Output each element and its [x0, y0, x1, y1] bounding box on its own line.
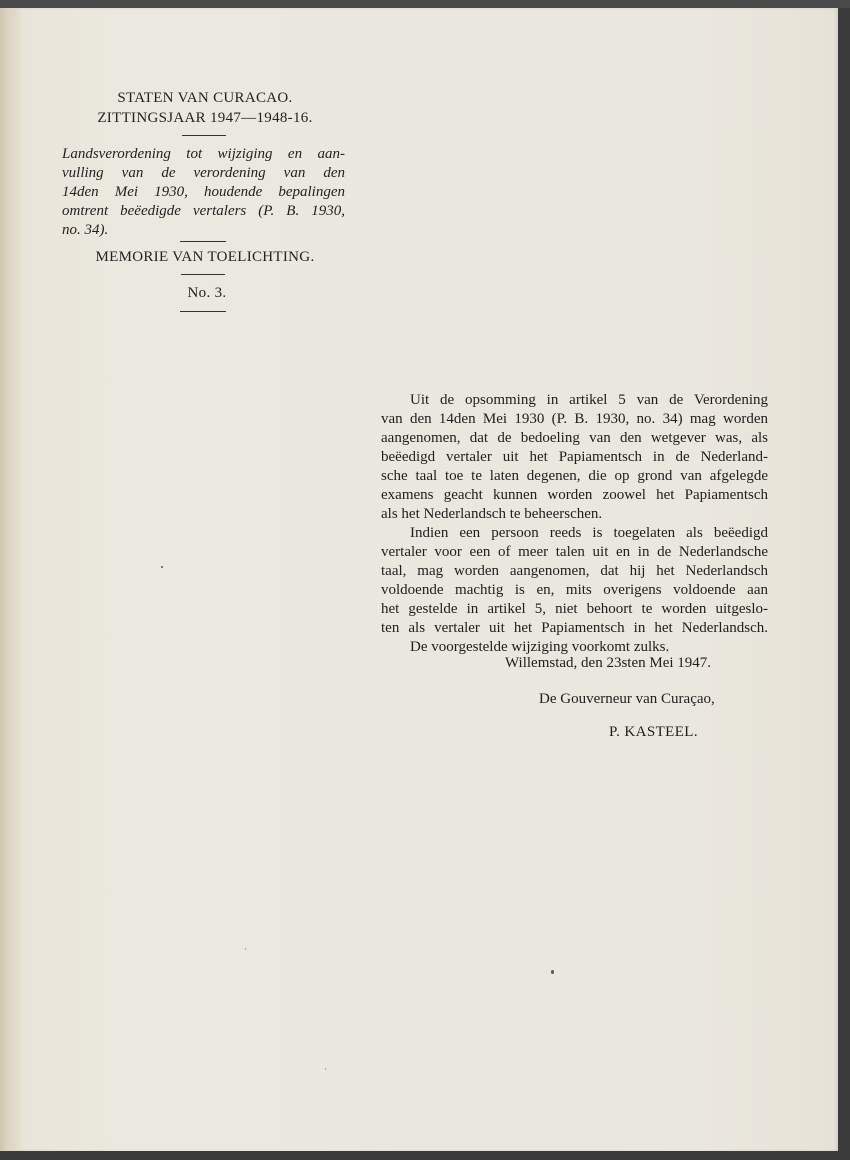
scan-speck: [161, 566, 163, 568]
body-line: het gestelde in artikel 5, niet behoort te worden uitgeslo-: [381, 601, 768, 617]
rule-4: [180, 311, 226, 312]
signatory-title: De Gouverneur van Curaçao,: [539, 691, 715, 707]
body-line: Uit de opsomming in artikel 5 van de Verordening: [410, 392, 768, 408]
title-line-1: Landsverordening tot wijziging en aan-: [62, 146, 345, 162]
document-number: No. 3.: [187, 285, 227, 301]
place-date: Willemstad, den 23sten Mei 1947.: [505, 655, 712, 671]
body-line: examens geacht kunnen worden zoowel het Papiamentsch: [381, 487, 768, 503]
body-line: sche taal toe te laten degenen, die op grond van afgelegde: [381, 468, 768, 484]
header-staten: STATEN VAN CURACAO.: [117, 90, 293, 106]
body-line: taal, mag worden aangenomen, dat hij het Nederlandsch: [381, 563, 768, 579]
scan-speck: [551, 970, 554, 974]
header-zittingsjaar: ZITTINGSJAAR 1947—1948-16.: [97, 110, 313, 126]
scan-speck: [245, 948, 246, 950]
paper-left-edge: [0, 8, 22, 1151]
body-line: beëedigd vertaler uit het Papiamentsch in de Nederland-: [381, 449, 768, 465]
title-line-5: no. 34).: [62, 222, 109, 238]
body-text: [381, 391, 768, 657]
memorie-heading: MEMORIE VAN TOELICHTING.: [95, 249, 315, 265]
body-line: ten als vertaler uit het Papiamentsch in het Nederlandsch.: [381, 620, 768, 636]
scan-border-top: [0, 0, 850, 8]
signatory-name: P. KASTEEL.: [609, 724, 698, 740]
title-line-2: vulling van de verordening van den: [62, 165, 345, 181]
rule-2: [180, 241, 226, 242]
body-line: als het Nederlandsch te beheerschen.: [381, 506, 603, 522]
title-line-4: omtrent beëedigde vertalers (P. B. 1930,: [62, 203, 345, 219]
scan-speck: [325, 1068, 326, 1070]
rule-3: [181, 274, 225, 275]
body-line: De voorgestelde wijziging voorkomt zulks.: [410, 639, 670, 655]
rule-1: [182, 135, 226, 136]
ordinance-title: [62, 145, 345, 240]
body-line: van den 14den Mei 1930 (P. B. 1930, no. 34) mag worden: [381, 411, 768, 427]
body-line: vertaler voor een of meer talen uit en in de Nederlandsche: [381, 544, 768, 560]
paper-sheet: [0, 8, 838, 1151]
body-line: aangenomen, dat de bedoeling van den wetgever was, als: [381, 430, 768, 446]
body-line: Indien een persoon reeds is toegelaten als beëedigd: [410, 525, 768, 541]
title-line-3: 14den Mei 1930, houdende bepalingen: [62, 184, 345, 200]
body-line: voldoende machtig is en, mits overigens voldoende aan: [381, 582, 768, 598]
